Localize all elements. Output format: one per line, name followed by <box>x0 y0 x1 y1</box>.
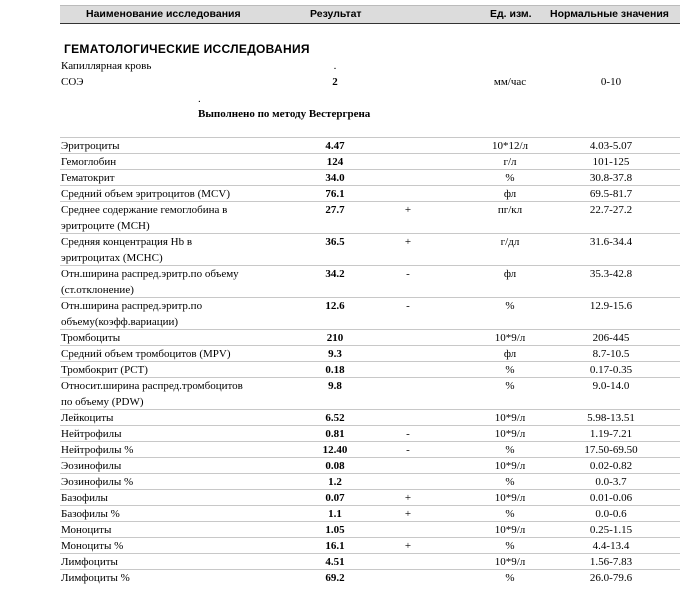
row-name: Средняя концентрация Hb в <box>61 236 193 248</box>
row-value: 16.1 <box>325 540 345 552</box>
header-unit: Ед. изм. <box>490 8 532 20</box>
row-unit: % <box>505 540 515 552</box>
row-name: Гематокрит <box>61 172 115 184</box>
row-unit: г/л <box>503 156 517 168</box>
header-result: Результат <box>310 8 362 20</box>
row-divider <box>60 457 680 458</box>
row-flag: - <box>406 268 410 280</box>
row-unit: 10*12/л <box>491 140 529 152</box>
row-norm: 69.5-81.7 <box>589 188 633 200</box>
row-norm: 0.01-0.06 <box>589 492 633 504</box>
row-unit: % <box>505 508 515 520</box>
row-divider <box>60 137 680 138</box>
header-norm: Нормальные значения <box>550 8 669 20</box>
table-header <box>60 5 680 24</box>
row-norm: 206-445 <box>592 332 630 344</box>
row-unit: фл <box>503 188 517 200</box>
row-divider <box>60 233 680 234</box>
row-divider <box>60 201 680 202</box>
row-norm: 35.3-42.8 <box>589 268 633 280</box>
row-name: Лимфоциты % <box>61 572 130 584</box>
method-note: Выполнено по методу Вестергрена <box>198 108 371 120</box>
row-name: Моноциты <box>61 524 112 536</box>
row-divider <box>60 409 680 410</box>
section-title: ГЕМАТОЛОГИЧЕСКИЕ ИССЛЕДОВАНИЯ <box>64 42 310 56</box>
row-name: Базофилы % <box>61 508 120 520</box>
row-flag: + <box>404 492 412 504</box>
row-norm: 17.50-69.50 <box>584 444 638 456</box>
row-name: Лимфоциты <box>61 556 118 568</box>
row-name: Базофилы <box>61 492 108 504</box>
row-name: Тромбокрит (PCT) <box>61 364 148 376</box>
row-name: Моноциты % <box>61 540 124 552</box>
row-norm: 12.9-15.6 <box>589 300 633 312</box>
row-flag: + <box>404 540 412 552</box>
row-value: 36.5 <box>325 236 345 248</box>
row-name: Эозинофилы % <box>61 476 134 488</box>
header-name: Наименование исследования <box>86 8 241 20</box>
row-norm: 0.0-0.6 <box>595 508 627 520</box>
row-flag: + <box>404 204 412 216</box>
row-unit: % <box>505 476 515 488</box>
row-divider <box>60 153 680 154</box>
row-value: 0.18 <box>325 364 345 376</box>
esr-value: 2 <box>332 76 338 88</box>
row-flag: - <box>406 428 410 440</box>
row-name: Лейкоциты <box>61 412 114 424</box>
row-norm: 26.0-79.6 <box>589 572 633 584</box>
row-value: 1.2 <box>328 476 342 488</box>
row-value: 0.81 <box>325 428 345 440</box>
row-value: 27.7 <box>325 204 345 216</box>
row-value: 9.8 <box>328 380 342 392</box>
row-name: Эритроциты <box>61 140 120 152</box>
row-norm: 0.25-1.15 <box>589 524 633 536</box>
row-value: 4.51 <box>325 556 345 568</box>
row-value: 4.47 <box>325 140 345 152</box>
row-name: Гемоглобин <box>61 156 117 168</box>
row-name: объему(коэфф.вариации) <box>61 316 179 328</box>
row-value: 124 <box>326 156 344 168</box>
row-flag: + <box>404 508 412 520</box>
row-unit: 10*9/л <box>494 524 526 536</box>
row-name: Нейтрофилы % <box>61 444 134 456</box>
row-divider <box>60 553 680 554</box>
row-divider <box>60 265 680 266</box>
row-norm: 1.19-7.21 <box>589 428 633 440</box>
row-divider <box>60 473 680 474</box>
row-norm: 4.03-5.07 <box>589 140 633 152</box>
row-unit: 10*9/л <box>494 412 526 424</box>
row-norm: 5.98-13.51 <box>587 412 635 424</box>
row-name: Относит.ширина распред.тромбоцитов <box>61 380 243 392</box>
row-divider <box>60 297 680 298</box>
row-value: 34.0 <box>325 172 345 184</box>
row-name: по объему (PDW) <box>61 396 144 408</box>
row-value: 210 <box>326 332 344 344</box>
row-norm: 30.8-37.8 <box>589 172 633 184</box>
row-norm: 31.6-34.4 <box>589 236 633 248</box>
row-divider <box>60 505 680 506</box>
row-norm: 8.7-10.5 <box>592 348 630 360</box>
method-dot: . <box>198 93 201 105</box>
row-divider <box>60 425 680 426</box>
row-value: 34.2 <box>325 268 345 280</box>
row-value: 12.40 <box>322 444 348 456</box>
row-divider <box>60 441 680 442</box>
row-unit: % <box>505 172 515 184</box>
row-norm: 0.0-3.7 <box>595 476 627 488</box>
row-divider <box>60 169 680 170</box>
row-unit: 10*9/л <box>494 492 526 504</box>
row-name: Нейтрофилы <box>61 428 122 440</box>
esr-name: СОЭ <box>61 76 84 88</box>
row-value: 69.2 <box>325 572 345 584</box>
row-value: 76.1 <box>325 188 345 200</box>
row-flag: + <box>404 236 412 248</box>
row-value: 0.08 <box>325 460 345 472</box>
row-unit: 10*9/л <box>494 556 526 568</box>
row-value: 6.52 <box>325 412 345 424</box>
row-norm: 0.02-0.82 <box>589 460 633 472</box>
row-unit: фл <box>503 268 517 280</box>
row-divider <box>60 329 680 330</box>
row-unit: 10*9/л <box>494 428 526 440</box>
row-norm: 0.17-0.35 <box>589 364 633 376</box>
sample-value: . <box>333 60 337 72</box>
row-norm: 1.56-7.83 <box>589 556 633 568</box>
row-name: Отн.ширина распред.эритр.по объему <box>61 268 239 280</box>
row-unit: % <box>505 572 515 584</box>
row-divider <box>60 569 680 570</box>
row-divider <box>60 345 680 346</box>
row-name: Средний объем тромбоцитов (MPV) <box>61 348 231 360</box>
sample-name: Капиллярная кровь <box>61 60 152 72</box>
row-unit: г/дл <box>500 236 520 248</box>
row-name: Эозинофилы <box>61 460 122 472</box>
row-divider <box>60 521 680 522</box>
row-divider <box>60 185 680 186</box>
row-unit: 10*9/л <box>494 332 526 344</box>
row-name: Среднее содержание гемоглобина в <box>61 204 228 216</box>
row-flag: - <box>406 300 410 312</box>
row-norm: 101-125 <box>592 156 630 168</box>
row-unit: % <box>505 444 515 456</box>
row-name: Отн.ширина распред.эритр.по <box>61 300 203 312</box>
row-norm: 22.7-27.2 <box>589 204 633 216</box>
row-flag: - <box>406 444 410 456</box>
row-unit: % <box>505 364 515 376</box>
row-unit: % <box>505 300 515 312</box>
row-name: (ст.отклонение) <box>61 284 134 296</box>
row-value: 1.1 <box>328 508 342 520</box>
row-divider <box>60 361 680 362</box>
esr-unit: мм/час <box>493 76 527 88</box>
row-divider <box>60 377 680 378</box>
row-divider <box>60 537 680 538</box>
row-value: 1.05 <box>325 524 345 536</box>
row-value: 9.3 <box>328 348 342 360</box>
esr-norm: 0-10 <box>600 76 622 88</box>
row-name: Средний объем эритроцитов (MCV) <box>61 188 231 200</box>
row-unit: 10*9/л <box>494 460 526 472</box>
row-name: эритроцитах (MCHC) <box>61 252 163 264</box>
row-divider <box>60 489 680 490</box>
row-name: эритроците (MCH) <box>61 220 150 232</box>
row-norm: 4.4-13.4 <box>592 540 630 552</box>
row-value: 12.6 <box>325 300 345 312</box>
row-unit: фл <box>503 348 517 360</box>
row-unit: % <box>505 380 515 392</box>
row-value: 0.07 <box>325 492 345 504</box>
row-norm: 9.0-14.0 <box>592 380 630 392</box>
row-name: Тромбоциты <box>61 332 121 344</box>
row-unit: пг/кл <box>497 204 523 216</box>
